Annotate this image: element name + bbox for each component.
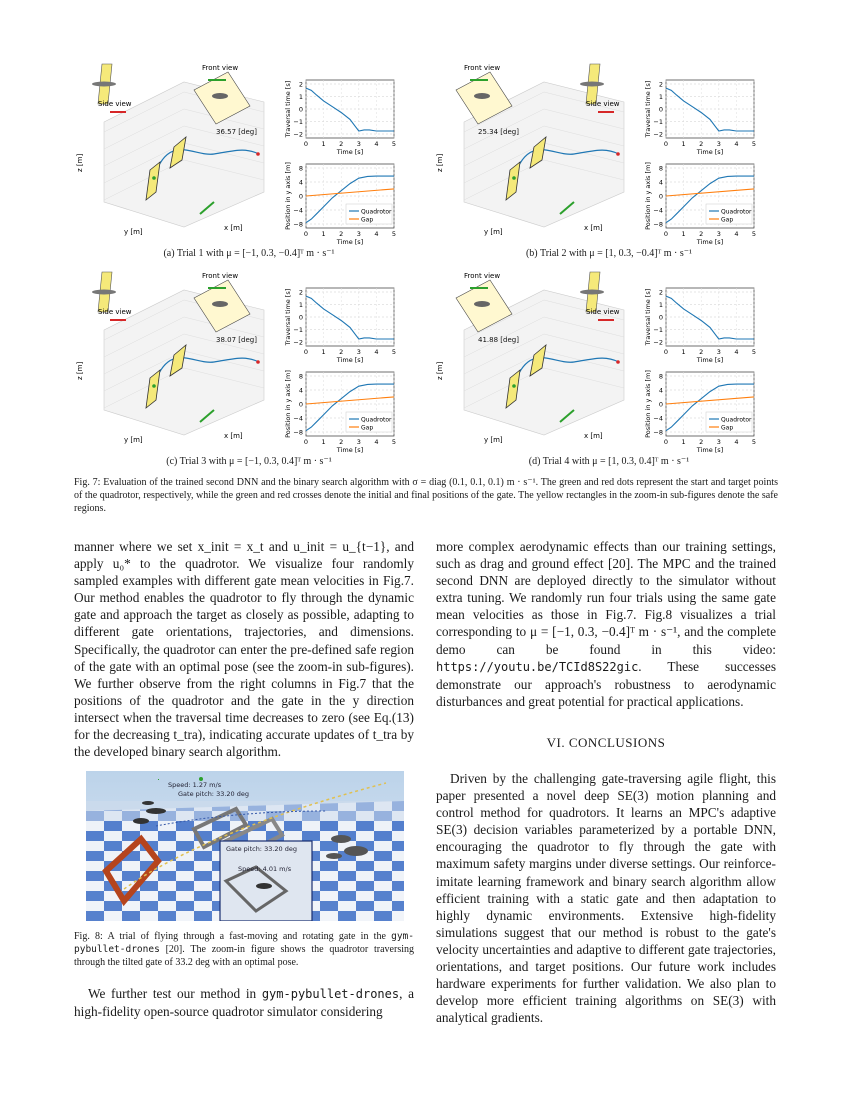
line-plot — [644, 288, 756, 364]
y-tick-label: 0 — [298, 105, 303, 114]
x-tick-label: 1 — [681, 140, 686, 148]
x-tick-label: 1 — [681, 438, 686, 446]
start-point — [512, 176, 516, 180]
y-tick-label: 8 — [658, 372, 663, 381]
x-tick-label: 2 — [699, 140, 704, 148]
x-tick-label: 4 — [734, 230, 739, 238]
subfigure-caption: (a) Trial 1 with μ = [−1, 0.3, −0.4]ᵀ m · s⁻¹ — [163, 248, 335, 259]
subfigure-caption: (c) Trial 3 with μ = [−1, 0.3, 0.4]ᵀ m · s⁻¹ — [166, 456, 332, 467]
fig8-speed-zoom: Speed: 4.01 m/s — [238, 865, 292, 873]
x-axis-label: Time [s] — [696, 446, 724, 454]
x-tick-label: 3 — [356, 230, 361, 238]
side-view-drone — [580, 82, 604, 87]
side-view-label: Side view — [586, 308, 620, 316]
x-tick-label: 0 — [303, 348, 309, 356]
x-tick-label: 5 — [751, 438, 757, 446]
x-tick-label: 1 — [681, 348, 686, 356]
figure-7-caption: Fig. 7: Evaluation of the trained second DNN and the binary search algorithm with σ = diag (0.1, 0.1, 0.1) m · s⁻¹. The green and red dots represent the start and target points of the quadrotor, respectively, while the green and red crosses denote the initial and final positions of the gate. The yellow rectangles in the zoom-in sub-figures denote the safe regions. — [74, 477, 778, 514]
x-tick-label: 4 — [734, 348, 739, 356]
subfigure-a — [74, 62, 424, 262]
gate-angle-label: 36.57 [deg] — [216, 128, 257, 136]
side-view-drone — [580, 290, 604, 295]
target-point — [616, 152, 620, 156]
y-tick-label: 8 — [298, 372, 303, 381]
line-plot — [644, 370, 756, 454]
x-tick-label: 4 — [374, 230, 379, 238]
x-tick-label: 0 — [303, 438, 309, 446]
gate-angle-label: 25.34 [deg] — [478, 128, 519, 136]
x-tick-label: 4 — [734, 438, 739, 446]
x-tick-label: 0 — [663, 438, 669, 446]
x-tick-label: 4 — [374, 438, 379, 446]
line-plot — [644, 162, 756, 246]
subfigure-b — [434, 62, 784, 262]
gate-angle-label: 41.88 [deg] — [478, 336, 519, 344]
y-tick-label: −8 — [653, 220, 663, 229]
y-tick-label: 1 — [298, 93, 303, 101]
figure-8-caption: Fig. 8: A trial of flying through a fast-moving and rotating gate in the gym-pybullet-drones [20]. The zoom-in figure shows the quadrotor traversing through the tilted gate of 33.2 deg with an optimal pose. — [74, 931, 414, 968]
y-tick-label: −4 — [293, 206, 303, 215]
line-plot — [644, 80, 756, 156]
subfigure-caption: (b) Trial 2 with μ = [1, 0.3, −0.4]ᵀ m · s⁻¹ — [525, 248, 693, 259]
target-point — [256, 360, 260, 364]
legend-gap: Gap — [361, 216, 374, 224]
y-axis-label: Traversal time [s] — [644, 288, 652, 346]
y-tick-label: 1 — [298, 301, 303, 309]
x-tick-label: 2 — [339, 348, 344, 356]
y-tick-label: −1 — [653, 326, 663, 334]
x-tick-label: 5 — [391, 348, 397, 356]
y-tick-label: 2 — [298, 80, 303, 89]
x-tick-label: 5 — [751, 348, 757, 356]
y-tick-label: 0 — [298, 400, 303, 409]
x-tick-label: 5 — [391, 438, 397, 446]
subfigure-d — [434, 270, 784, 470]
line-plot — [284, 80, 396, 156]
x-axis-label: Time [s] — [696, 356, 724, 364]
y-tick-label: 2 — [298, 288, 303, 297]
front-view-drone — [212, 301, 228, 307]
y-tick-label: −2 — [653, 338, 663, 347]
start-point — [152, 384, 156, 388]
trajectory-3d-panel — [436, 272, 624, 444]
y-tick-label: 0 — [298, 313, 303, 322]
y-tick-label: 1 — [658, 301, 663, 309]
y-tick-label: 0 — [298, 192, 303, 201]
line-plot — [284, 162, 396, 246]
body-right-paragraph: more complex aerodynamic effects than our training settings, such as drag and ground effect [20]. The MPC and the trained second DNN are deployed directly to the simulator without extra tuning. We randomly run four trials using the same gate mean velocities as those in Fig.7. Fig.8 visualizes a trial corresponding to μ = [−1, 0.3, −0.4]ᵀ m · s⁻¹, and the complete demo can be found in this video: https://youtu.be/TCId8S22gic. These successes demonstrate our approach's robustness to aerodynamic disturbances and great potential for practical applications. — [436, 539, 776, 709]
body-left-paragraph-2: We further test our method in gym-pybullet-drones, a high-fidelity open-source quadrotor simulator considering — [74, 986, 414, 1020]
y-axis-label: Position in y axis [m] — [284, 370, 292, 438]
y-tick-label: −1 — [293, 118, 303, 126]
line-plot — [284, 370, 396, 454]
x-tick-label: 0 — [663, 348, 669, 356]
trajectory-3d-panel — [76, 272, 264, 444]
subfigure-caption: (d) Trial 4 with μ = [1, 0.3, 0.4]ᵀ m · s⁻¹ — [528, 456, 690, 467]
legend-gap: Gap — [721, 424, 734, 432]
axis-z-label: z [m] — [76, 361, 84, 380]
legend-quadrotor: Quadrotor — [361, 208, 392, 216]
x-tick-label: 3 — [716, 348, 721, 356]
figure-8 — [86, 771, 404, 921]
legend-quadrotor: Quadrotor — [721, 208, 752, 216]
x-tick-label: 0 — [303, 140, 309, 148]
y-tick-label: −2 — [293, 130, 303, 139]
x-tick-label: 0 — [663, 230, 669, 238]
front-view-label: Front view — [202, 64, 239, 72]
x-axis-label: Time [s] — [336, 238, 364, 246]
fig8-speed-top: Speed: 1.27 m/s — [168, 781, 222, 789]
y-axis-label: Traversal time [s] — [644, 80, 652, 138]
x-tick-label: 2 — [339, 140, 344, 148]
y-tick-label: 0 — [658, 192, 663, 201]
x-axis-label: Time [s] — [696, 238, 724, 246]
axis-z-label: z [m] — [436, 361, 444, 380]
x-tick-label: 2 — [699, 348, 704, 356]
y-tick-label: −1 — [653, 118, 663, 126]
y-axis-label: Traversal time [s] — [284, 80, 292, 138]
target-point — [616, 360, 620, 364]
axis-y-label: y [m] — [484, 228, 503, 236]
front-view-drone — [474, 301, 490, 307]
y-tick-label: 2 — [658, 288, 663, 297]
x-tick-label: 2 — [699, 230, 704, 238]
figure-7 — [74, 62, 778, 467]
axis-x-label: x [m] — [584, 432, 603, 440]
y-tick-label: 4 — [658, 178, 663, 187]
front-view-label: Front view — [464, 272, 501, 280]
x-tick-label: 1 — [321, 438, 326, 446]
axis-x-label: x [m] — [584, 224, 603, 232]
y-tick-label: −2 — [653, 130, 663, 139]
y-tick-label: −8 — [293, 220, 303, 229]
axis-z-label: z [m] — [76, 153, 84, 172]
start-point — [512, 384, 516, 388]
subfigure-c — [74, 270, 424, 470]
y-tick-label: 1 — [658, 93, 663, 101]
y-tick-label: 0 — [658, 400, 663, 409]
trajectory-3d-panel — [436, 64, 624, 236]
x-axis-label: Time [s] — [336, 446, 364, 454]
axis-y-label: y [m] — [484, 436, 503, 444]
front-view-drone — [474, 93, 490, 99]
y-tick-label: −4 — [653, 414, 663, 423]
y-tick-label: −4 — [293, 414, 303, 423]
x-axis-label: Time [s] — [336, 148, 364, 156]
section-heading: VI. CONCLUSIONS — [546, 735, 666, 750]
x-tick-label: 3 — [356, 348, 361, 356]
subfigure-plot — [434, 62, 784, 248]
y-tick-label: −4 — [653, 206, 663, 215]
subfigure-plot — [74, 270, 424, 456]
x-axis-label: Time [s] — [696, 148, 724, 156]
fig8-pitch-zoom: Gate pitch: 33.20 deg — [226, 845, 297, 853]
x-tick-label: 2 — [339, 438, 344, 446]
x-tick-label: 5 — [391, 230, 397, 238]
axis-x-label: x [m] — [224, 224, 243, 232]
legend-quadrotor: Quadrotor — [361, 416, 392, 424]
subfigure-plot — [74, 62, 424, 248]
y-tick-label: 4 — [298, 178, 303, 187]
fig8-pitch-top: Gate pitch: 33.20 deg — [178, 790, 249, 798]
x-tick-label: 2 — [339, 230, 344, 238]
axis-y-label: y [m] — [124, 436, 143, 444]
y-tick-label: 0 — [658, 313, 663, 322]
x-tick-label: 5 — [391, 140, 397, 148]
subfigure-plot — [434, 270, 784, 456]
y-tick-label: 8 — [298, 164, 303, 173]
x-tick-label: 3 — [356, 140, 361, 148]
y-tick-label: −1 — [293, 326, 303, 334]
x-tick-label: 5 — [751, 230, 757, 238]
front-view-label: Front view — [464, 64, 501, 72]
y-tick-label: −2 — [293, 338, 303, 347]
legend-quadrotor: Quadrotor — [721, 416, 752, 424]
y-tick-label: 2 — [658, 80, 663, 89]
y-tick-label: 8 — [658, 164, 663, 173]
side-view-label: Side view — [98, 100, 132, 108]
x-tick-label: 1 — [321, 230, 326, 238]
y-axis-label: Position in y axis [m] — [284, 162, 292, 230]
side-view-label: Side view — [98, 308, 132, 316]
x-tick-label: 4 — [374, 348, 379, 356]
y-tick-label: 0 — [658, 105, 663, 114]
y-axis-label: Traversal time [s] — [284, 288, 292, 346]
y-tick-label: −8 — [293, 428, 303, 437]
x-tick-label: 0 — [303, 230, 309, 238]
video-link[interactable]: https://youtu.be/TCId8S22gic — [436, 659, 639, 674]
x-tick-label: 2 — [699, 438, 704, 446]
x-tick-label: 3 — [356, 438, 361, 446]
side-view-drone — [92, 290, 116, 295]
x-tick-label: 4 — [734, 140, 739, 148]
side-view-drone — [92, 82, 116, 87]
x-axis-label: Time [s] — [336, 356, 364, 364]
trajectory-3d-panel — [76, 64, 264, 236]
y-axis-label: Position in y axis [m] — [644, 162, 652, 230]
front-view-label: Front view — [202, 272, 239, 280]
y-tick-label: 4 — [298, 386, 303, 395]
y-tick-label: 4 — [658, 386, 663, 395]
x-tick-label: 5 — [751, 140, 757, 148]
target-point — [256, 152, 260, 156]
side-view-label: Side view — [586, 100, 620, 108]
x-tick-label: 4 — [374, 140, 379, 148]
x-tick-label: 0 — [663, 140, 669, 148]
x-tick-label: 3 — [716, 230, 721, 238]
y-tick-label: −8 — [653, 428, 663, 437]
axis-z-label: z [m] — [436, 153, 444, 172]
x-tick-label: 1 — [681, 230, 686, 238]
axis-y-label: y [m] — [124, 228, 143, 236]
body-left-paragraph: manner where we set x_init = x_t and u_init = u_{t−1}, and apply u₀* to the quadrotor. We visualize four randomly sampled examples with different gate mean velocities in Fig.7. Our method enables the quadrotor to fly through the dynamic gate and approach the target as closely as possible, adapting to different gate orientations, trajectories, and dimensions. Specifically, the quadrotor can enter the pre-defined safe region of the gate with an optimal pose (see the zoom-in sub-figures). We further observe from the right columns in Fig.7 that the positions of the quadrotor and the gate in the y direction intersect when the traversal time decreases to zero (see Eq.(13) for the decreasing t_tra), indicating accurate updates of t_tra by the developed binary search algorithm. — [74, 539, 414, 760]
x-tick-label: 3 — [716, 140, 721, 148]
gate-angle-label: 38.07 [deg] — [216, 336, 257, 344]
conclusion-paragraph: Driven by the challenging gate-traversing agile flight, this paper presented a novel deep SE(3) motion planning and control method for quadrotors. It learns an MPC's adaptive SE(3) decision variables parameterized by a portable DNN, encouraging the quadrotor to fly through the gate with maximum safety margins under diverse settings. Our reinforce-imitate learning framework and binary search algorithm allow efficient training with a static gate and then adaptation to highly dynamic environments. Extensive high-fidelity simulations suggest that our method is robust to the gate's velocity uncertainties and adaptive to different gate trajectories, orientations, and target positions. Our future work includes hardware experiments for further validation. We also plan to develop more efficient training algorithms on SE(3) with analytical gradients. — [436, 771, 776, 1026]
x-tick-label: 3 — [716, 438, 721, 446]
y-axis-label: Position in y axis [m] — [644, 370, 652, 438]
axis-x-label: x [m] — [224, 432, 243, 440]
legend-gap: Gap — [361, 424, 374, 432]
start-point — [152, 176, 156, 180]
x-tick-label: 1 — [321, 140, 326, 148]
legend-gap: Gap — [721, 216, 734, 224]
line-plot — [284, 288, 396, 364]
front-view-drone — [212, 93, 228, 99]
x-tick-label: 1 — [321, 348, 326, 356]
